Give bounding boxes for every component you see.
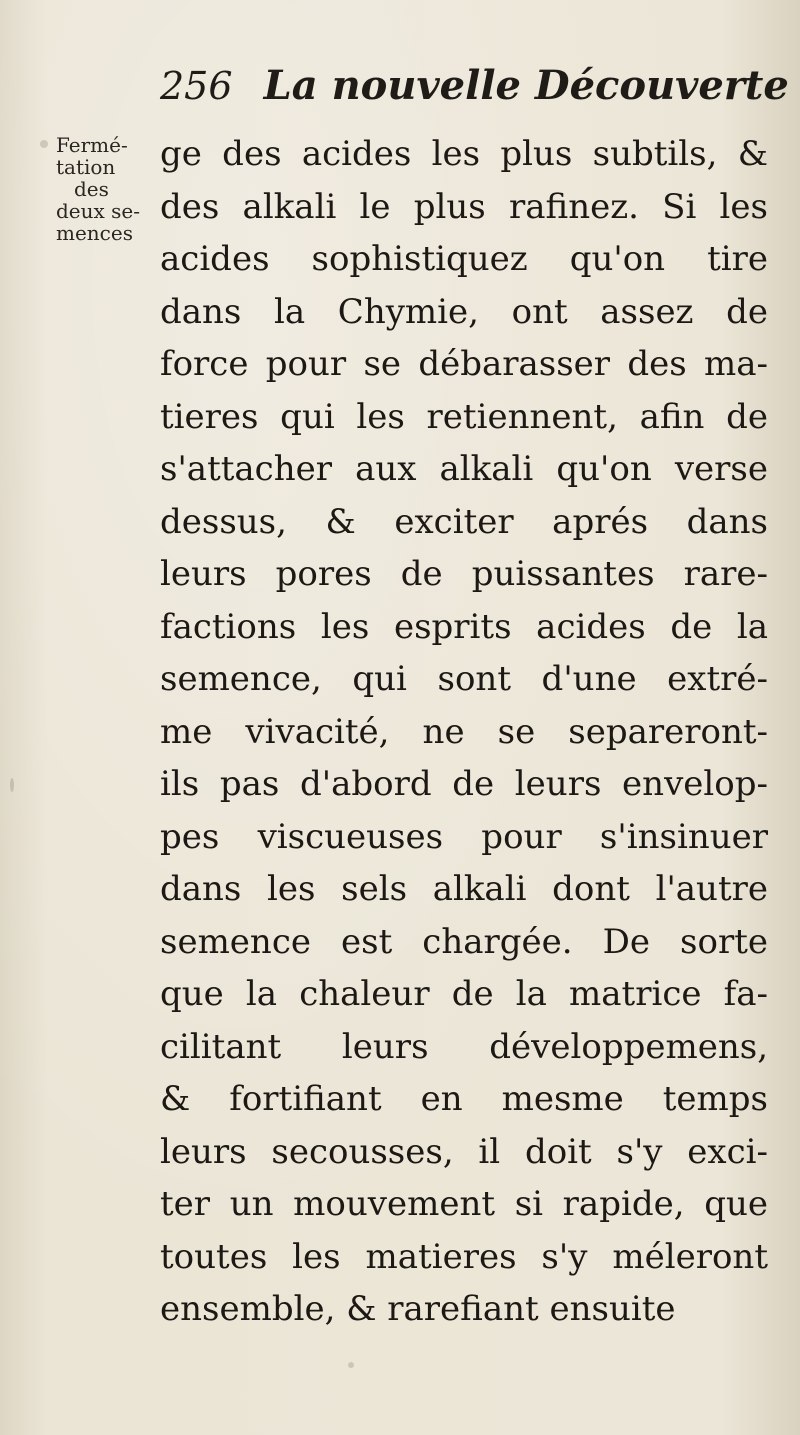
text-line: acides sophistiquez qu'on tire	[160, 239, 768, 279]
text-line: des alkali le plus rafinez. Si les	[160, 186, 768, 227]
text-line: pes viscueuses pour s'insinuer	[160, 816, 768, 857]
margin-note-line: des	[74, 177, 109, 201]
text-line: ter un mouvement si rapide, que	[160, 1184, 768, 1224]
text-line: tieres qui les retiennent, afin de	[160, 396, 768, 437]
page-number: 256	[160, 64, 233, 108]
margin-note-line: Fermé-	[56, 133, 128, 157]
text-line: me vivacité, ne se separeront-	[160, 711, 768, 752]
margin-note-line: mences	[56, 221, 133, 245]
text-line: que la chaleur de la matrice fa-	[160, 974, 768, 1014]
text-line: force pour se débarasser des ma-	[160, 344, 768, 384]
text-line: semence, qui sont d'une extré-	[160, 659, 768, 699]
text-line: dessus, & exciter aprés dans	[160, 501, 768, 542]
text-line: dans les sels alkali dont l'autre	[160, 869, 768, 909]
body-text	[138, 128, 768, 1336]
text-line: toutes les matieres s'y méleront	[160, 1236, 768, 1277]
running-title: La nouvelle Découverte	[263, 62, 789, 109]
text-line: & fortifiant en mesme temps	[160, 1079, 768, 1119]
text-line: s'attacher aux alkali qu'on verse	[160, 449, 768, 489]
margin-note-line: tation	[56, 155, 116, 179]
text-line: cilitant leurs développemens,	[160, 1026, 768, 1067]
margin-note-line: deux se-	[56, 199, 141, 223]
paper-spot	[40, 140, 48, 148]
text-line: leurs pores de puissantes rare-	[160, 554, 768, 594]
text-line: ils pas d'abord de leurs envelop-	[160, 764, 768, 804]
paper-spot	[348, 1362, 354, 1368]
text-line: ensemble, & rarefiant ensuite	[160, 1289, 676, 1329]
text-line: ge des acides les plus subtils, &	[160, 134, 768, 174]
paper-spot	[10, 778, 14, 792]
running-head	[160, 62, 789, 109]
text-line: leurs secousses, il doit s'y exci-	[160, 1131, 768, 1172]
text-line: dans la Chymie, ont assez de	[160, 291, 768, 332]
text-line: factions les esprits acides de la	[160, 606, 768, 647]
text-line: semence est chargée. De sorte	[160, 921, 768, 962]
